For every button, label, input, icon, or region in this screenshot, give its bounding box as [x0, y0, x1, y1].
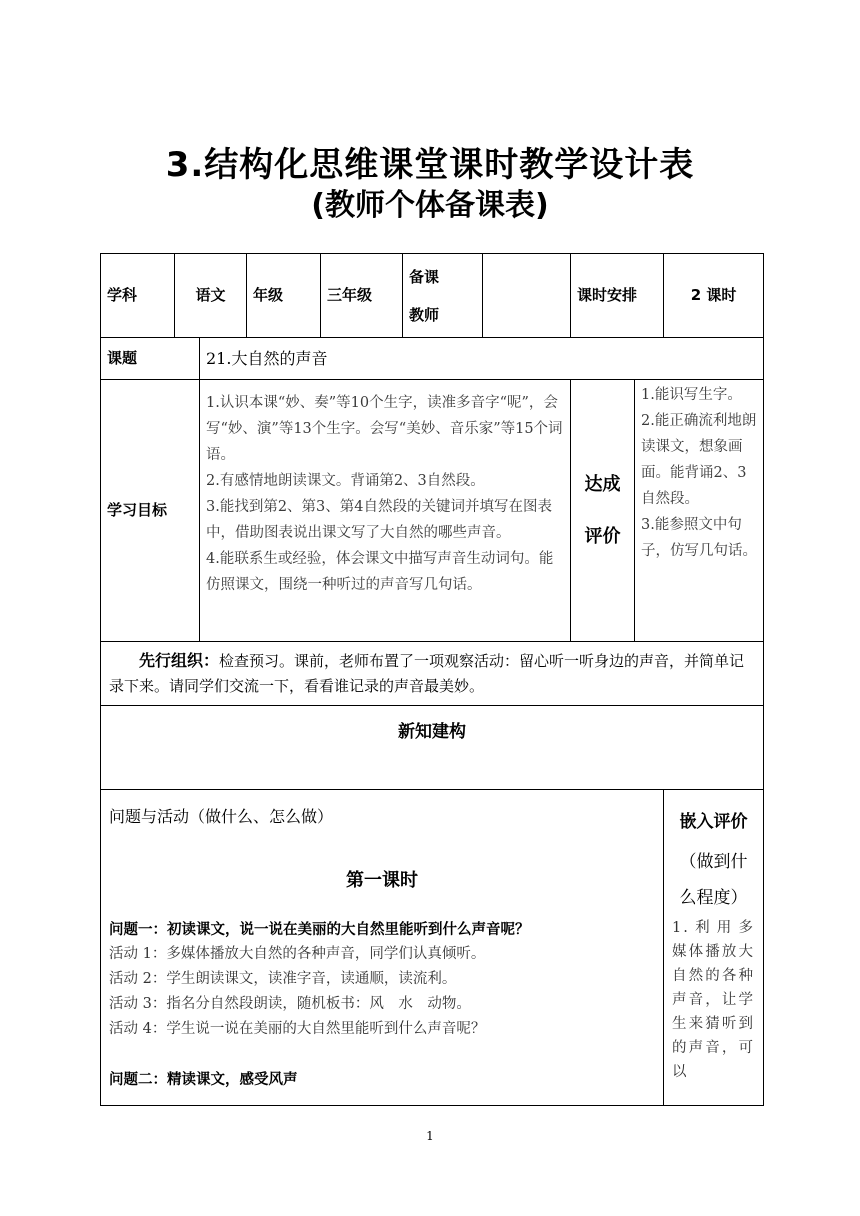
schedule-label: 课时安排: [571, 254, 664, 338]
embedded-eval-text: 1.利用多媒体播放大自然的各种声音，让学生来猜听到的声音，可以: [672, 920, 756, 1080]
schedule-value: 2 课时: [664, 254, 764, 338]
topic-label: 课题: [101, 338, 200, 380]
goal-item: 2.有感情地朗读课文。背诵第2、3自然段。: [206, 473, 485, 489]
activities-row: [101, 790, 764, 1106]
spacer: [109, 1042, 655, 1067]
subject-value: 语文: [175, 254, 247, 338]
question-one: 问题一：初读课文，说一说在美丽的大自然里能听到什么声音呢？: [109, 921, 530, 938]
grade-label: 年级: [247, 254, 321, 338]
document-title: 3.结构化思维课堂课时教学设计表: [165, 145, 695, 185]
activities-cell: [101, 790, 664, 1106]
goal-item: 1.认识本课“妙、奏”等10个生字，读准多音字“呢”，会写“妙、演”等13个生字。会写“美妙、音乐家”等15个词语。: [206, 395, 563, 463]
activities-heading: 问题与活动（做什么、怎么做）: [109, 807, 334, 826]
teacher-label-line-2: 教师: [409, 305, 440, 324]
teacher-label-line-1: 备课: [409, 267, 440, 286]
pre-organizer-text: 检查预习。课前，老师布置了一项观察活动：留心听一听身边的声音，并简单记录下来。请同学们交流一下，看看谁记录的声音最美妙。: [109, 652, 745, 695]
new-knowledge-cell: [101, 706, 764, 790]
pre-organizer-row: [101, 642, 764, 706]
grade-value: 三年级: [321, 254, 403, 338]
pre-organizer-label: 先行组织：: [139, 651, 220, 670]
criteria-item: 2.能正确流利地朗读课文，想象画面。能背诵2、3自然段。: [641, 413, 757, 507]
goal-item: 4.能联系生或经验，体会课文中描写声音生动词句。能仿照课文，围绕一种听过的声音写几句话。: [206, 551, 554, 593]
goals-label: 学习目标: [101, 380, 200, 642]
eval-criteria: [635, 380, 764, 642]
subject-label: 学科: [101, 254, 175, 338]
embedded-eval-cell: [664, 790, 764, 1106]
eval-label-line-2: 评价: [584, 525, 621, 547]
pre-organizer: [101, 642, 764, 706]
embedded-eval-sub-2: 么程度）: [679, 888, 748, 908]
teacher-value: [483, 254, 571, 338]
lesson-title: 第一课时: [346, 870, 419, 891]
topic-value: 21.大自然的声音: [200, 338, 764, 380]
question-two: 问题二：精读课文，感受风声: [109, 1071, 298, 1088]
eval-label-line-1: 达成: [584, 473, 621, 495]
eval-label: [571, 380, 635, 642]
activity-item: 活动 1：多媒体播放大自然的各种声音，同学们认真倾听。: [109, 946, 486, 962]
embedded-eval-sub-1: （做到什: [679, 852, 748, 872]
goals-content: [200, 380, 571, 642]
goal-item: 3.能找到第2、第3、第4自然段的关键词并填写在图表中，借助图表说出课文写了大自然的哪些声音。: [206, 499, 553, 541]
criteria-item: 1.能识写生字。: [641, 387, 742, 403]
page-number: 1: [426, 1129, 434, 1143]
activity-item: 活动 2：学生朗读课文，读准字音，读通顺，读流利。: [109, 971, 457, 987]
new-knowledge-row: [101, 706, 764, 790]
header-row: [101, 254, 764, 338]
activity-item: 活动 4：学生说一说在美丽的大自然里能听到什么声音呢？: [109, 1021, 486, 1037]
activity-item: 活动 3：指名分自然段朗读，随机板书：风 水 动物。: [109, 996, 471, 1012]
criteria-item: 3.能参照文中句子，仿写几句话。: [641, 517, 758, 559]
embedded-eval-heading: 嵌入评价: [679, 812, 748, 832]
goals-row: [101, 380, 764, 642]
topic-row: [101, 338, 764, 380]
new-knowledge-heading: 新知建构: [398, 722, 467, 742]
teacher-label: [403, 254, 483, 338]
lesson-plan-table: [100, 253, 764, 1106]
document-subtitle: (教师个体备课表): [311, 188, 549, 223]
